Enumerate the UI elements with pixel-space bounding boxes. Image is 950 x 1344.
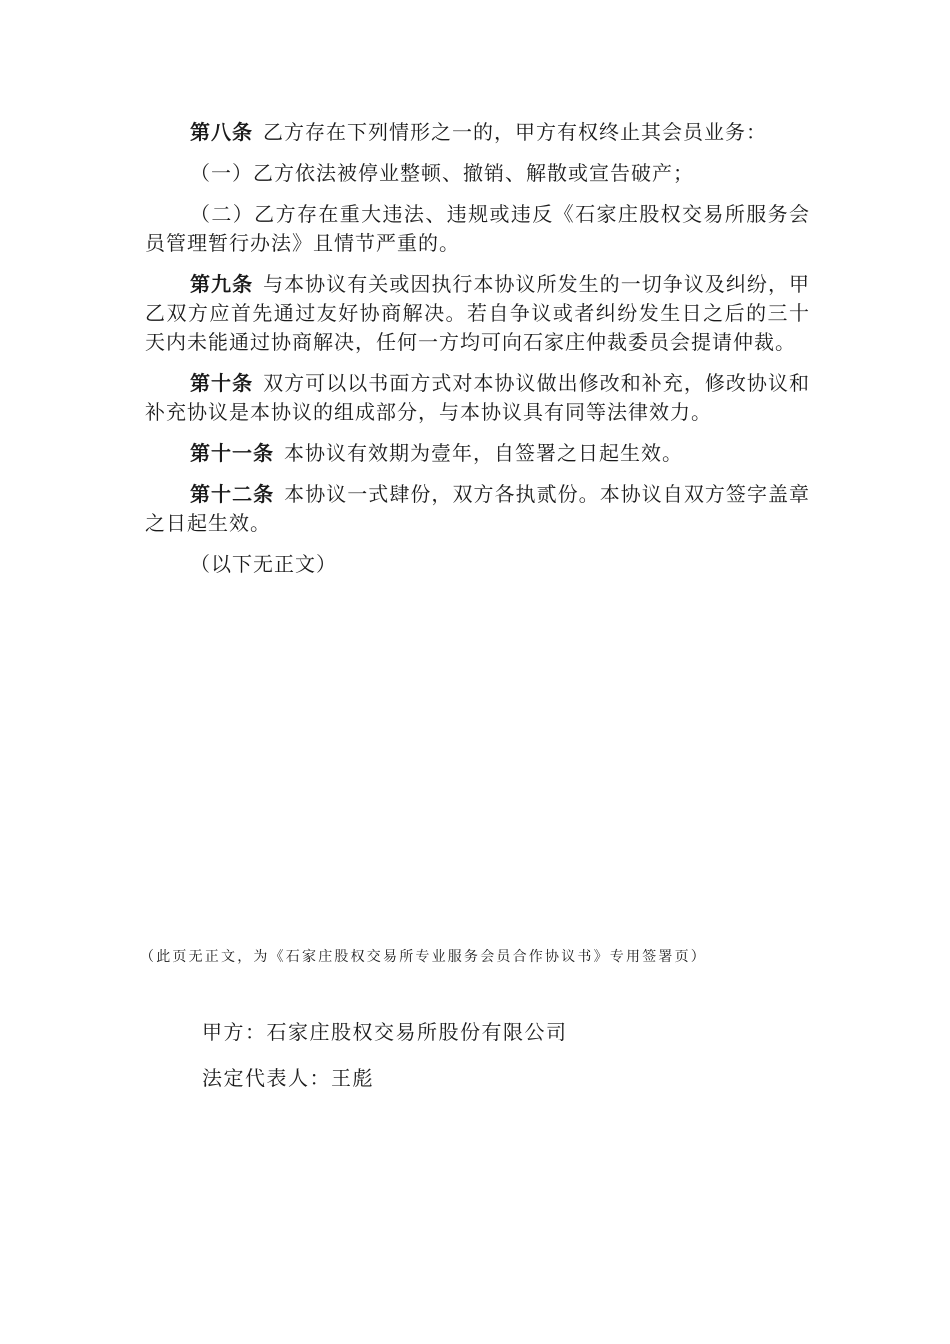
article-text: 与本协议有关或因执行本协议所发生的一切争议及纠纷，甲乙双方应首先通过友好协商解决。若自争议或者纠纷发生日之后的三十天内未能通过协商解决，任何一方均可向石家庄仲裁委员会提请仲裁。: [145, 272, 811, 354]
agreement-body: [145, 118, 810, 591]
article-text: （以下无正文）: [190, 552, 337, 576]
article-heading: 第十一条: [190, 441, 274, 465]
article-text: （一）乙方依法被停业整顿、撤销、解散或宣告破产；: [190, 161, 694, 185]
article-8-item-2: [145, 200, 810, 258]
article-text: （二）乙方存在重大违法、违规或违反《石家庄股权交易所服务会员管理暂行办法》且情节严重的。: [145, 202, 810, 255]
article-heading: 第八条: [190, 120, 253, 144]
article-heading: 第十二条: [190, 482, 275, 506]
article-11: [145, 439, 810, 468]
article-8-item-1: [145, 159, 810, 188]
article-heading: 第九条: [190, 272, 254, 296]
article-text: 乙方存在下列情形之一的，甲方有权终止其会员业务：: [263, 120, 767, 144]
article-10: [145, 369, 810, 427]
article-9: [145, 270, 810, 357]
article-text: 本协议一式肆份，双方各执贰份。本协议自双方签字盖章之日起生效。: [145, 482, 811, 535]
end-of-text-marker: [145, 550, 810, 579]
signature-block: [202, 1018, 568, 1110]
article-text: 本协议有效期为壹年，自签署之日起生效。: [284, 441, 683, 465]
article-8: [145, 118, 810, 147]
article-12: [145, 480, 810, 538]
article-heading: 第十条: [190, 371, 254, 395]
article-text: 双方可以以书面方式对本协议做出修改和补充，修改协议和补充协议是本协议的组成部分，与本协议具有同等法律效力。: [145, 371, 811, 424]
legal-representative: 法定代表人：王彪: [202, 1066, 374, 1090]
party-a-name: 甲方：石家庄股权交易所股份有限公司: [202, 1020, 568, 1044]
signature-page-note: （此页无正文，为《石家庄股权交易所专业服务会员合作协议书》专用签署页）: [140, 949, 707, 965]
